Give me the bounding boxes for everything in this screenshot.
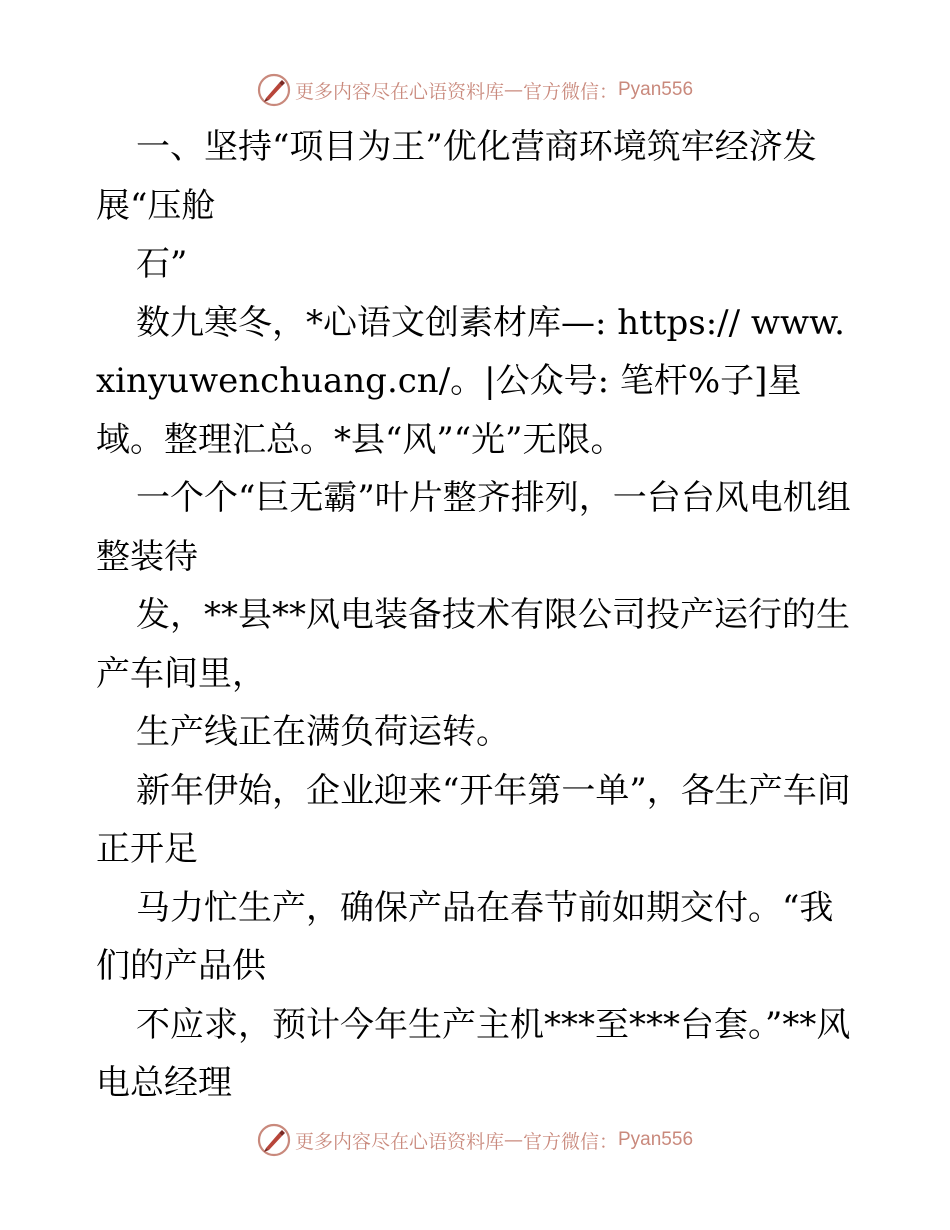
banner-wechat-id: Pyan556	[618, 79, 694, 100]
banner-wechat-id: Pyan556	[618, 1129, 694, 1150]
banner-brand-text: 更多内容尽在心语资料库	[294, 80, 504, 103]
paragraph: 一、坚持“项目为王”优化营商环境筑牢经济发展“压舱	[96, 127, 817, 226]
banner-brand-text: 更多内容尽在心语资料库	[294, 1130, 504, 1153]
paragraph: 石”	[136, 244, 188, 284]
paragraph: 马力忙生产，确保产品在春节前如期交付。“我们的产品供	[96, 887, 834, 986]
header-watermark-banner	[0, 70, 950, 110]
paragraph: 不应求，预计今年生产主机***至***台套。”**风电总经理	[96, 1004, 851, 1103]
pen-logo-icon	[257, 1123, 291, 1157]
banner-dash: —	[503, 79, 523, 101]
paragraph: 一个个“巨无霸”叶片整齐排列，一台台风电机组整装待	[96, 478, 851, 577]
footer-watermark-banner	[0, 1120, 950, 1160]
paragraph: 数九寒冬，*心语文创素材库—: https:// www.xinyuwenchuang.cn/。|公众号: 笔杆%子]星域。整理汇总。*县“风”“光”无限。	[96, 302, 845, 460]
banner-wechat-label: 官方微信：	[522, 1130, 618, 1153]
banner-wechat-label: 官方微信：	[522, 80, 618, 103]
banner-dash: —	[503, 1129, 523, 1151]
document-body	[96, 118, 856, 1113]
paragraph: 生产线正在满负荷运转。	[136, 712, 510, 752]
pen-logo-icon	[257, 73, 291, 107]
paragraph: 新年伊始，企业迎来“开年第一单”，各生产车间正开足	[96, 770, 851, 869]
paragraph: 发，**县**风电装备技术有限公司投产运行的生产车间里，	[96, 595, 850, 694]
